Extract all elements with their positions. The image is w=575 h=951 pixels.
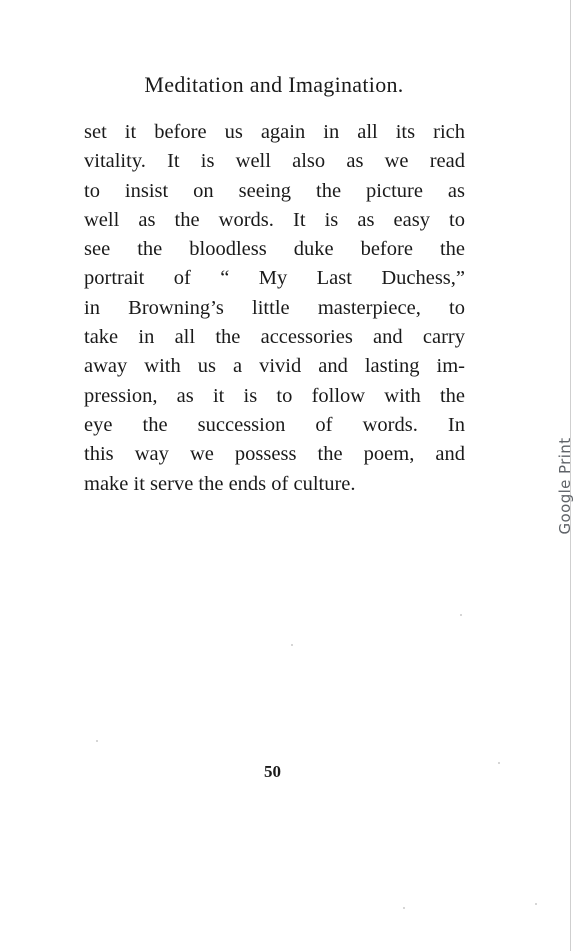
body-line: portrait of “ My Last Duchess,” — [84, 267, 465, 290]
paper-speck — [535, 903, 537, 905]
body-line: in Browning’s little masterpiece, to — [84, 296, 465, 319]
body-line: see the bloodless duke before the — [84, 238, 465, 261]
body-line: vitality. It is well also as we read — [84, 150, 465, 173]
body-text — [84, 118, 465, 499]
running-head: Meditation and Imagination. — [144, 72, 404, 97]
body-line: this way we possess the poem, and — [84, 443, 465, 466]
paper-speck — [403, 907, 405, 909]
paper-speck — [498, 762, 500, 764]
body-line: pression, as it is to follow with the — [84, 384, 465, 407]
page-number: 50 — [264, 762, 281, 781]
paper-speck — [291, 644, 293, 646]
body-line: make it serve the ends of culture. — [84, 472, 356, 495]
body-line: eye the succession of words. In — [84, 413, 465, 436]
paper-speck — [96, 740, 98, 742]
google-print-watermark: Google Print — [556, 437, 574, 535]
body-line: set it before us again in all its rich — [84, 121, 465, 143]
body-line: away with us a vivid and lasting im- — [84, 355, 465, 378]
paper-speck — [460, 614, 462, 616]
body-line: take in all the accessories and carry — [84, 326, 465, 349]
body-line: well as the words. It is as easy to — [84, 208, 465, 231]
body-line: to insist on seeing the picture as — [84, 179, 465, 202]
